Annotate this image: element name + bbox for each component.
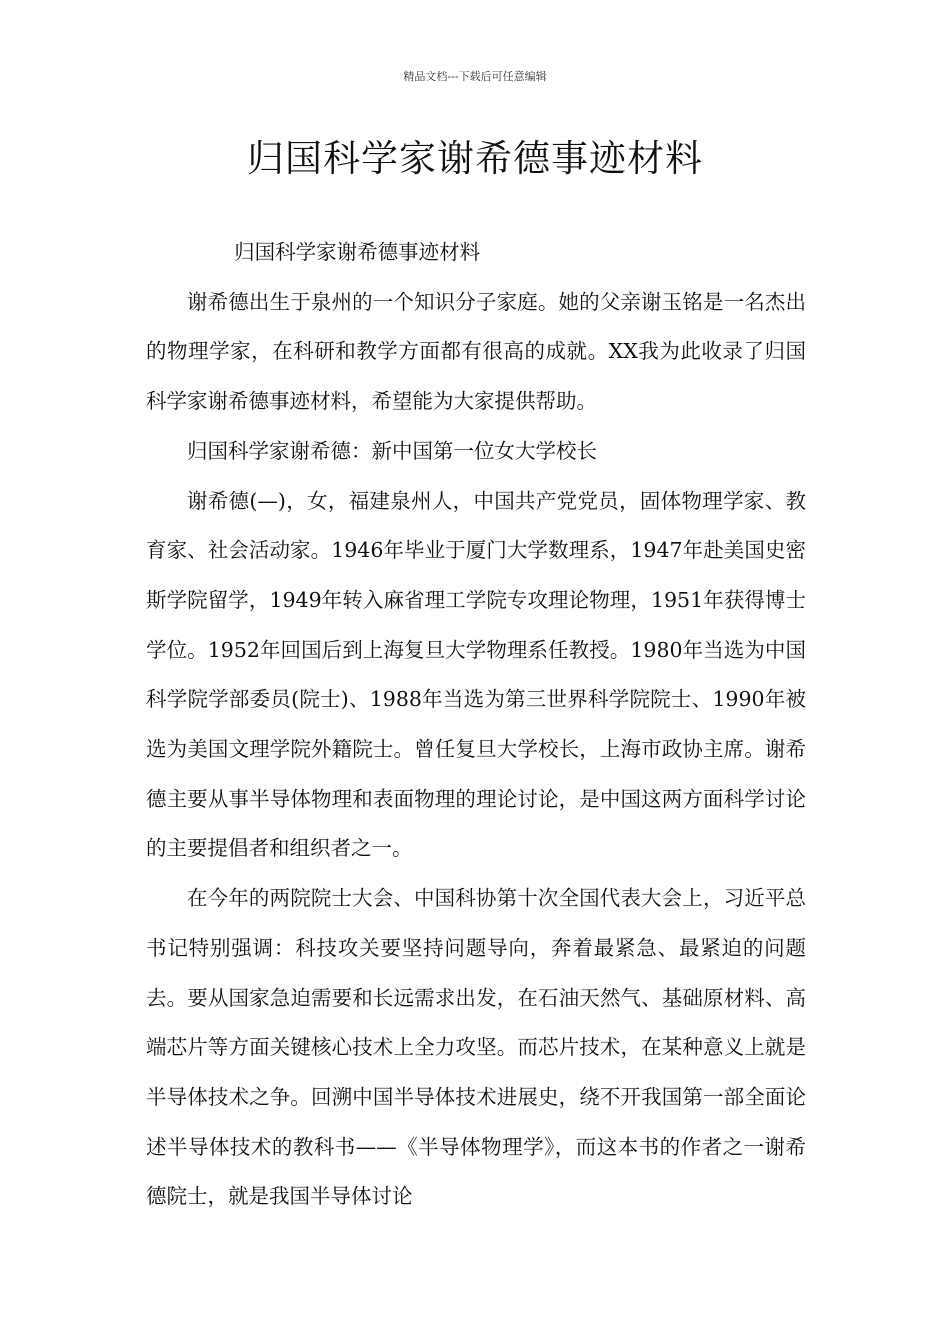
paragraph-heading: 归国科学家谢希德：新中国第一位女大学校长 [187, 438, 597, 463]
document-title: 归国科学家谢希德事迹材料 [247, 137, 703, 180]
paragraph-biography: 谢希德(—)，女，福建泉州人，中国共产党党员，固体物理学家、教育家、社会活动家。1946年毕业于厦门大学数理系，1947年赴美国史密斯学院留学，1949年转入麻省理工学院专攻理论物理，1951年获得博士学位。1952年回国后到上海复旦大学物理系任教授。1980年当选为中国科学院学部委员(院士)、1988年当选为第三世界科学院院士、1990年被选为美国文理学院外籍院士。曾任复旦大学校长，上海市政协主席。谢希德主要从事半导体物理和表面物理的理论讨论，是中国这两方面科学讨论的主要提倡者和组织者之一。 [146, 488, 806, 861]
header-note: 精品文档---下载后可任意编辑 [403, 70, 547, 83]
document-body [146, 228, 806, 1222]
paragraph-intro: 谢希德出生于泉州的一个知识分子家庭。她的父亲谢玉铭是一名杰出的物理学家，在科研和教学方面都有很高的成就。XX我为此收录了归国科学家谢希德事迹材料，希望能为大家提供帮助。 [146, 289, 806, 414]
document-subtitle: 归国科学家谢希德事迹材料 [234, 240, 481, 264]
paragraph-semiconductor: 在今年的两院院士大会、中国科协第十次全国代表大会上，习近平总书记特别强调：科技攻关要坚持问题导向，奔着最紧急、最紧迫的问题去。要从国家急迫需要和长远需求出发，在石油天然气、基础原材料、高端芯片等方面关键核心技术上全力攻坚。而芯片技术，在某种意义上就是半导体技术之争。回溯中国半导体技术进展史，绕不开我国第一部全面论述半导体技术的教科书——《半导体物理学》，而这本书的作者之一谢希德院士，就是我国半导体讨论 [146, 886, 806, 1209]
